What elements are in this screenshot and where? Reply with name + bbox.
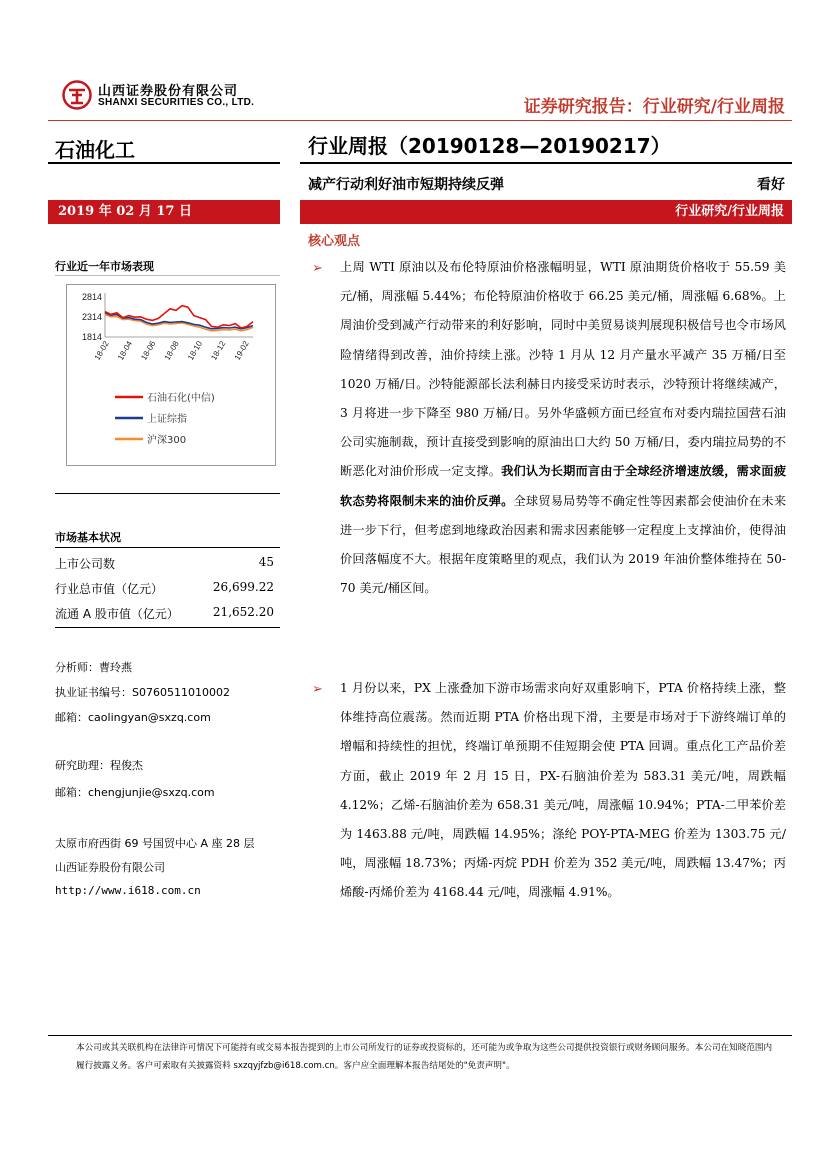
- x-tick-label: 18-06: [139, 339, 158, 362]
- bullet-arrow-icon: ➢: [312, 261, 323, 276]
- company-name-en: SHANXI SECURITIES CO., LTD.: [98, 97, 255, 108]
- chart-bottom-divider: [55, 493, 280, 494]
- stat-row: [55, 602, 280, 626]
- assistant-email[interactable]: 邮箱：chengjunjie@sxzq.com: [55, 786, 215, 799]
- series-line: [105, 313, 253, 329]
- chart-section-title: 行业近一年市场表现: [55, 260, 154, 273]
- market-performance-chart: [66, 284, 276, 466]
- bullet-arrow-icon: ➢: [312, 682, 323, 697]
- assistant-name: 研究助理：程俊杰: [55, 759, 143, 772]
- market-status-divider: [55, 547, 280, 548]
- report-subtitle: 减产行动利好油市短期持续反弹: [308, 177, 504, 193]
- header-divider: [48, 120, 792, 121]
- stat-label: 上市公司数: [55, 557, 116, 571]
- core-paragraph-1: [340, 253, 786, 603]
- paragraph-text: 上周 WTI 原油以及布伦特原油价格涨幅明显，WTI 原油期货价格收于 55.59 美元/桶，周涨幅 5.44%；布伦特原油价格收于 66.25 美元/桶，周涨幅 6.68%。上周油价受到减产行动带来的利好影响，同时中美贸易谈判展现积极信号也令市场风险情绪得到改善，油价持续上涨。沙特 1 月从 12 月产量水平减产 35 万桶/日至 1020 万桶/日。沙特能源部长法利赫日内接受采访时表示，沙特预计将继续减产，3 月将进一步下降至 980 万桶/日。另外华盛顿方面已经宣布对委内瑞拉国营石油公司实施制裁，预计直接受到影响的原油出口大约 50 万桶/日，委内瑞拉局势的不断恶化对油价形成一定支撑。: [340, 260, 786, 479]
- x-tick-label: 19-02: [232, 339, 251, 362]
- industry-name: 石油化工: [55, 138, 135, 162]
- stat-row: [55, 577, 280, 601]
- stat-row: [55, 552, 280, 576]
- x-tick-label: 18-08: [162, 339, 181, 362]
- legend-label: 沪深300: [147, 435, 187, 446]
- right-title-divider: [300, 162, 792, 164]
- x-tick-label: 18-10: [186, 339, 205, 362]
- page-title: 行业周报（20190128—20190217）: [308, 134, 671, 158]
- stat-label: 行业总市值（亿元）: [55, 582, 164, 596]
- stat-label: 流通 A 股市值（亿元）: [55, 607, 179, 621]
- x-tick-label: 18-12: [209, 339, 228, 362]
- y-tick-label: 2814: [81, 292, 102, 302]
- core-paragraph-2: 1 月份以来，PX 上涨叠加下游市场需求向好双重影响下，PTA 价格持续上涨，整体维持高位震荡。然而近期 PTA 价格出现下滑，主要是市场对于下游终端订单的增幅和持续性的担忧，终端订单预期不佳短期会使 PTA 回调。重点化工产品价差方面，截止 2019 年 2 月 15 日，PX-石脑油价差为 583.31 美元/吨，周跌幅 4.12%；乙烯-石脑油价差为 658.31 美元/吨，周涨幅 10.94%；PTA-二甲苯价差为 1463.88 元/吨，周跌幅 14.95%；涤纶 POY-PTA-MEG 价差为 1303.75 元/吨，周涨幅 18.73%；丙烯-丙烷 PDH 价差为 352 美元/吨，周跌幅 13.47%；丙烯酸-丙烯价差为 4168.44 元/吨，周涨幅 4.91%。: [340, 681, 786, 900]
- series-line: [105, 306, 253, 328]
- analyst-email[interactable]: 邮箱：caolingyan@sxzq.com: [55, 711, 211, 724]
- y-tick-label: 1814: [81, 332, 102, 342]
- disclaimer: 本公司或其关联机构在法律许可情况下可能持有或交易本报告提到的上市公司所发行的证券或投资标的，还可能为或争取为这些公司提供投资银行或财务顾问服务。本公司在知晓范围内履行披露义务。客户可索取有关披露资料 sxzqyjfzb@i618.com.cn。客户应全面理解本报告结尾处的"免责声明"。: [76, 1043, 773, 1071]
- stat-value: 21,652.20: [212, 605, 274, 619]
- stat-value: 26,699.22: [212, 580, 274, 594]
- paragraph-text: 全球贸易局势等不确定性等因素都会使油价在未来进一步下行，但考虑到地缘政治因素和需求因素能够一定程度上支撑油价，使得油价回落幅度不大。根据年度策略里的观点，我们认为 2019 年油价整体维持在 50-70 美元/桶区间。: [340, 493, 787, 596]
- report-type: 证券研究报告：行业研究/行业周报: [523, 97, 785, 117]
- company-name-cn: 山西证券股份有限公司: [98, 84, 239, 99]
- analyst-name: 分析师：曹玲燕: [55, 661, 132, 674]
- legend-label: 石油石化(中信): [147, 393, 215, 404]
- certificate-number: 执业证书编号：S0760511010002: [55, 686, 230, 699]
- left-title-divider: [48, 162, 280, 164]
- legend-label: 上证综指: [147, 414, 187, 425]
- rating: 看好: [757, 177, 785, 193]
- y-tick-label: 2314: [81, 312, 102, 322]
- x-tick-label: 18-04: [116, 339, 135, 362]
- company-name: 山西证券股份有限公司: [55, 861, 165, 874]
- footer-divider: [48, 1035, 792, 1036]
- category-bar: 行业研究/行业周报: [300, 200, 792, 224]
- company-logo-icon: [62, 80, 92, 110]
- date-bar: 2019 年 02 月 17 日: [48, 200, 280, 224]
- x-tick-label: 18-02: [92, 339, 111, 362]
- company-address: 太原市府西街 69 号国贸中心 A 座 28 层: [55, 837, 255, 850]
- core-view-title: 核心观点: [308, 234, 361, 249]
- chart-canvas: [67, 285, 275, 465]
- market-status-title: 市场基本状况: [55, 531, 121, 544]
- stats-bottom-divider: [55, 627, 280, 628]
- stat-value: 45: [258, 555, 274, 569]
- chart-section-divider: [55, 275, 280, 276]
- company-website-link[interactable]: http://www.i618.com.cn: [55, 884, 201, 897]
- key-conclusion-text: 我们认为长期而言由于全球经济增速放缓，需求面疲软态势将限制未来的油价反弹。: [340, 464, 787, 508]
